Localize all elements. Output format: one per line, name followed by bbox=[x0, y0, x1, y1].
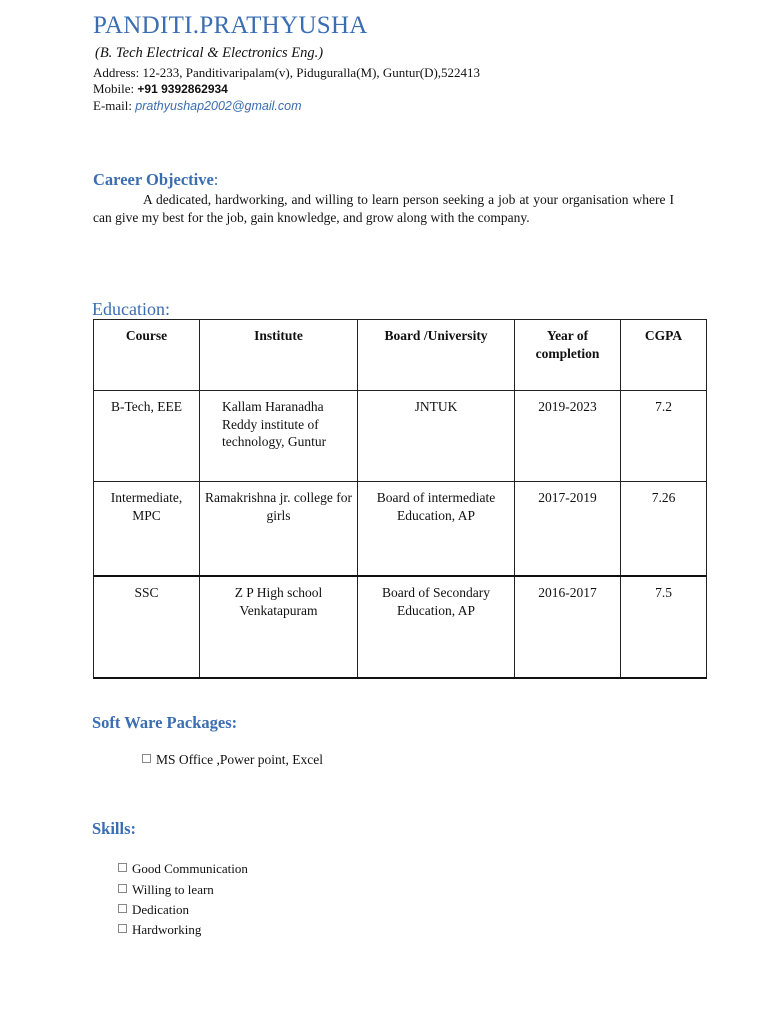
checkbox-bullet-icon bbox=[118, 904, 127, 913]
candidate-name: PANDITI.PRATHYUSHA bbox=[93, 12, 368, 39]
cgpa-cell: 7.5 bbox=[621, 576, 707, 678]
email-line bbox=[93, 98, 302, 114]
list-item bbox=[142, 752, 323, 768]
software-heading: Soft Ware Packages: bbox=[92, 713, 238, 732]
checkbox-bullet-icon bbox=[118, 924, 127, 933]
header-board: Board /University bbox=[358, 320, 515, 391]
software-item-label: MS Office ,Power point, Excel bbox=[156, 752, 323, 767]
header-institute: Institute bbox=[200, 320, 358, 391]
table-header-row bbox=[94, 320, 707, 391]
institute-cell: Kallam Haranadha Reddy institute of technology, Guntur bbox=[200, 391, 358, 482]
email-label: E-mail: bbox=[93, 98, 132, 113]
course-cell: Intermediate, MPC bbox=[94, 482, 200, 577]
board-cell: Board of Secondary Education, AP bbox=[358, 576, 515, 678]
career-objective-heading bbox=[93, 170, 218, 190]
year-cell: 2017-2019 bbox=[515, 482, 621, 577]
career-heading-colon: : bbox=[213, 170, 219, 189]
mobile-line bbox=[93, 81, 228, 97]
header-course: Course bbox=[94, 320, 200, 391]
header-year: Year of completion bbox=[515, 320, 621, 391]
institute-cell: Z P High school Venkatapuram bbox=[200, 576, 358, 678]
education-table bbox=[93, 319, 707, 679]
email-link[interactable]: prathyushap2002@gmail.com bbox=[135, 99, 302, 113]
checkbox-bullet-icon bbox=[142, 754, 151, 763]
degree-line: (B. Tech Electrical & Electronics Eng.) bbox=[95, 45, 324, 61]
skills-heading: Skills: bbox=[92, 819, 137, 838]
list-item bbox=[118, 922, 201, 938]
mobile-value: +91 9392862934 bbox=[137, 82, 228, 96]
career-objective-text: A dedicated, hardworking, and willing to learn person seeking a job at your organisation where I can give my best for the job, gain knowledge, and grow along with the company. bbox=[93, 192, 674, 225]
mobile-label: Mobile: bbox=[93, 81, 135, 96]
career-heading-text: Career Objective bbox=[93, 170, 214, 189]
skill-label: Hardworking bbox=[132, 922, 202, 937]
skill-label: Good Communication bbox=[132, 861, 248, 876]
institute-cell: Ramakrishna jr. college for girls bbox=[200, 482, 358, 577]
list-item bbox=[118, 882, 214, 898]
year-cell: 2016-2017 bbox=[515, 576, 621, 678]
header-cgpa: CGPA bbox=[621, 320, 707, 391]
education-heading: Education: bbox=[92, 299, 170, 319]
list-item bbox=[118, 902, 189, 918]
table-row bbox=[94, 391, 707, 482]
year-cell: 2019-2023 bbox=[515, 391, 621, 482]
board-cell: JNTUK bbox=[358, 391, 515, 482]
board-cell: Board of intermediate Education, AP bbox=[358, 482, 515, 577]
checkbox-bullet-icon bbox=[118, 884, 127, 893]
course-cell: SSC bbox=[94, 576, 200, 678]
list-item bbox=[118, 861, 248, 877]
course-cell: B-Tech, EEE bbox=[94, 391, 200, 482]
table-row bbox=[94, 482, 707, 577]
checkbox-bullet-icon bbox=[118, 863, 127, 872]
skill-label: Dedication bbox=[132, 902, 190, 917]
cgpa-cell: 7.2 bbox=[621, 391, 707, 482]
skill-label: Willing to learn bbox=[132, 882, 214, 897]
address-line: Address: 12-233, Panditivaripalam(v), Piduguralla(M), Guntur(D),522413 bbox=[93, 65, 481, 80]
table-row bbox=[94, 576, 707, 678]
cgpa-cell: 7.26 bbox=[621, 482, 707, 577]
